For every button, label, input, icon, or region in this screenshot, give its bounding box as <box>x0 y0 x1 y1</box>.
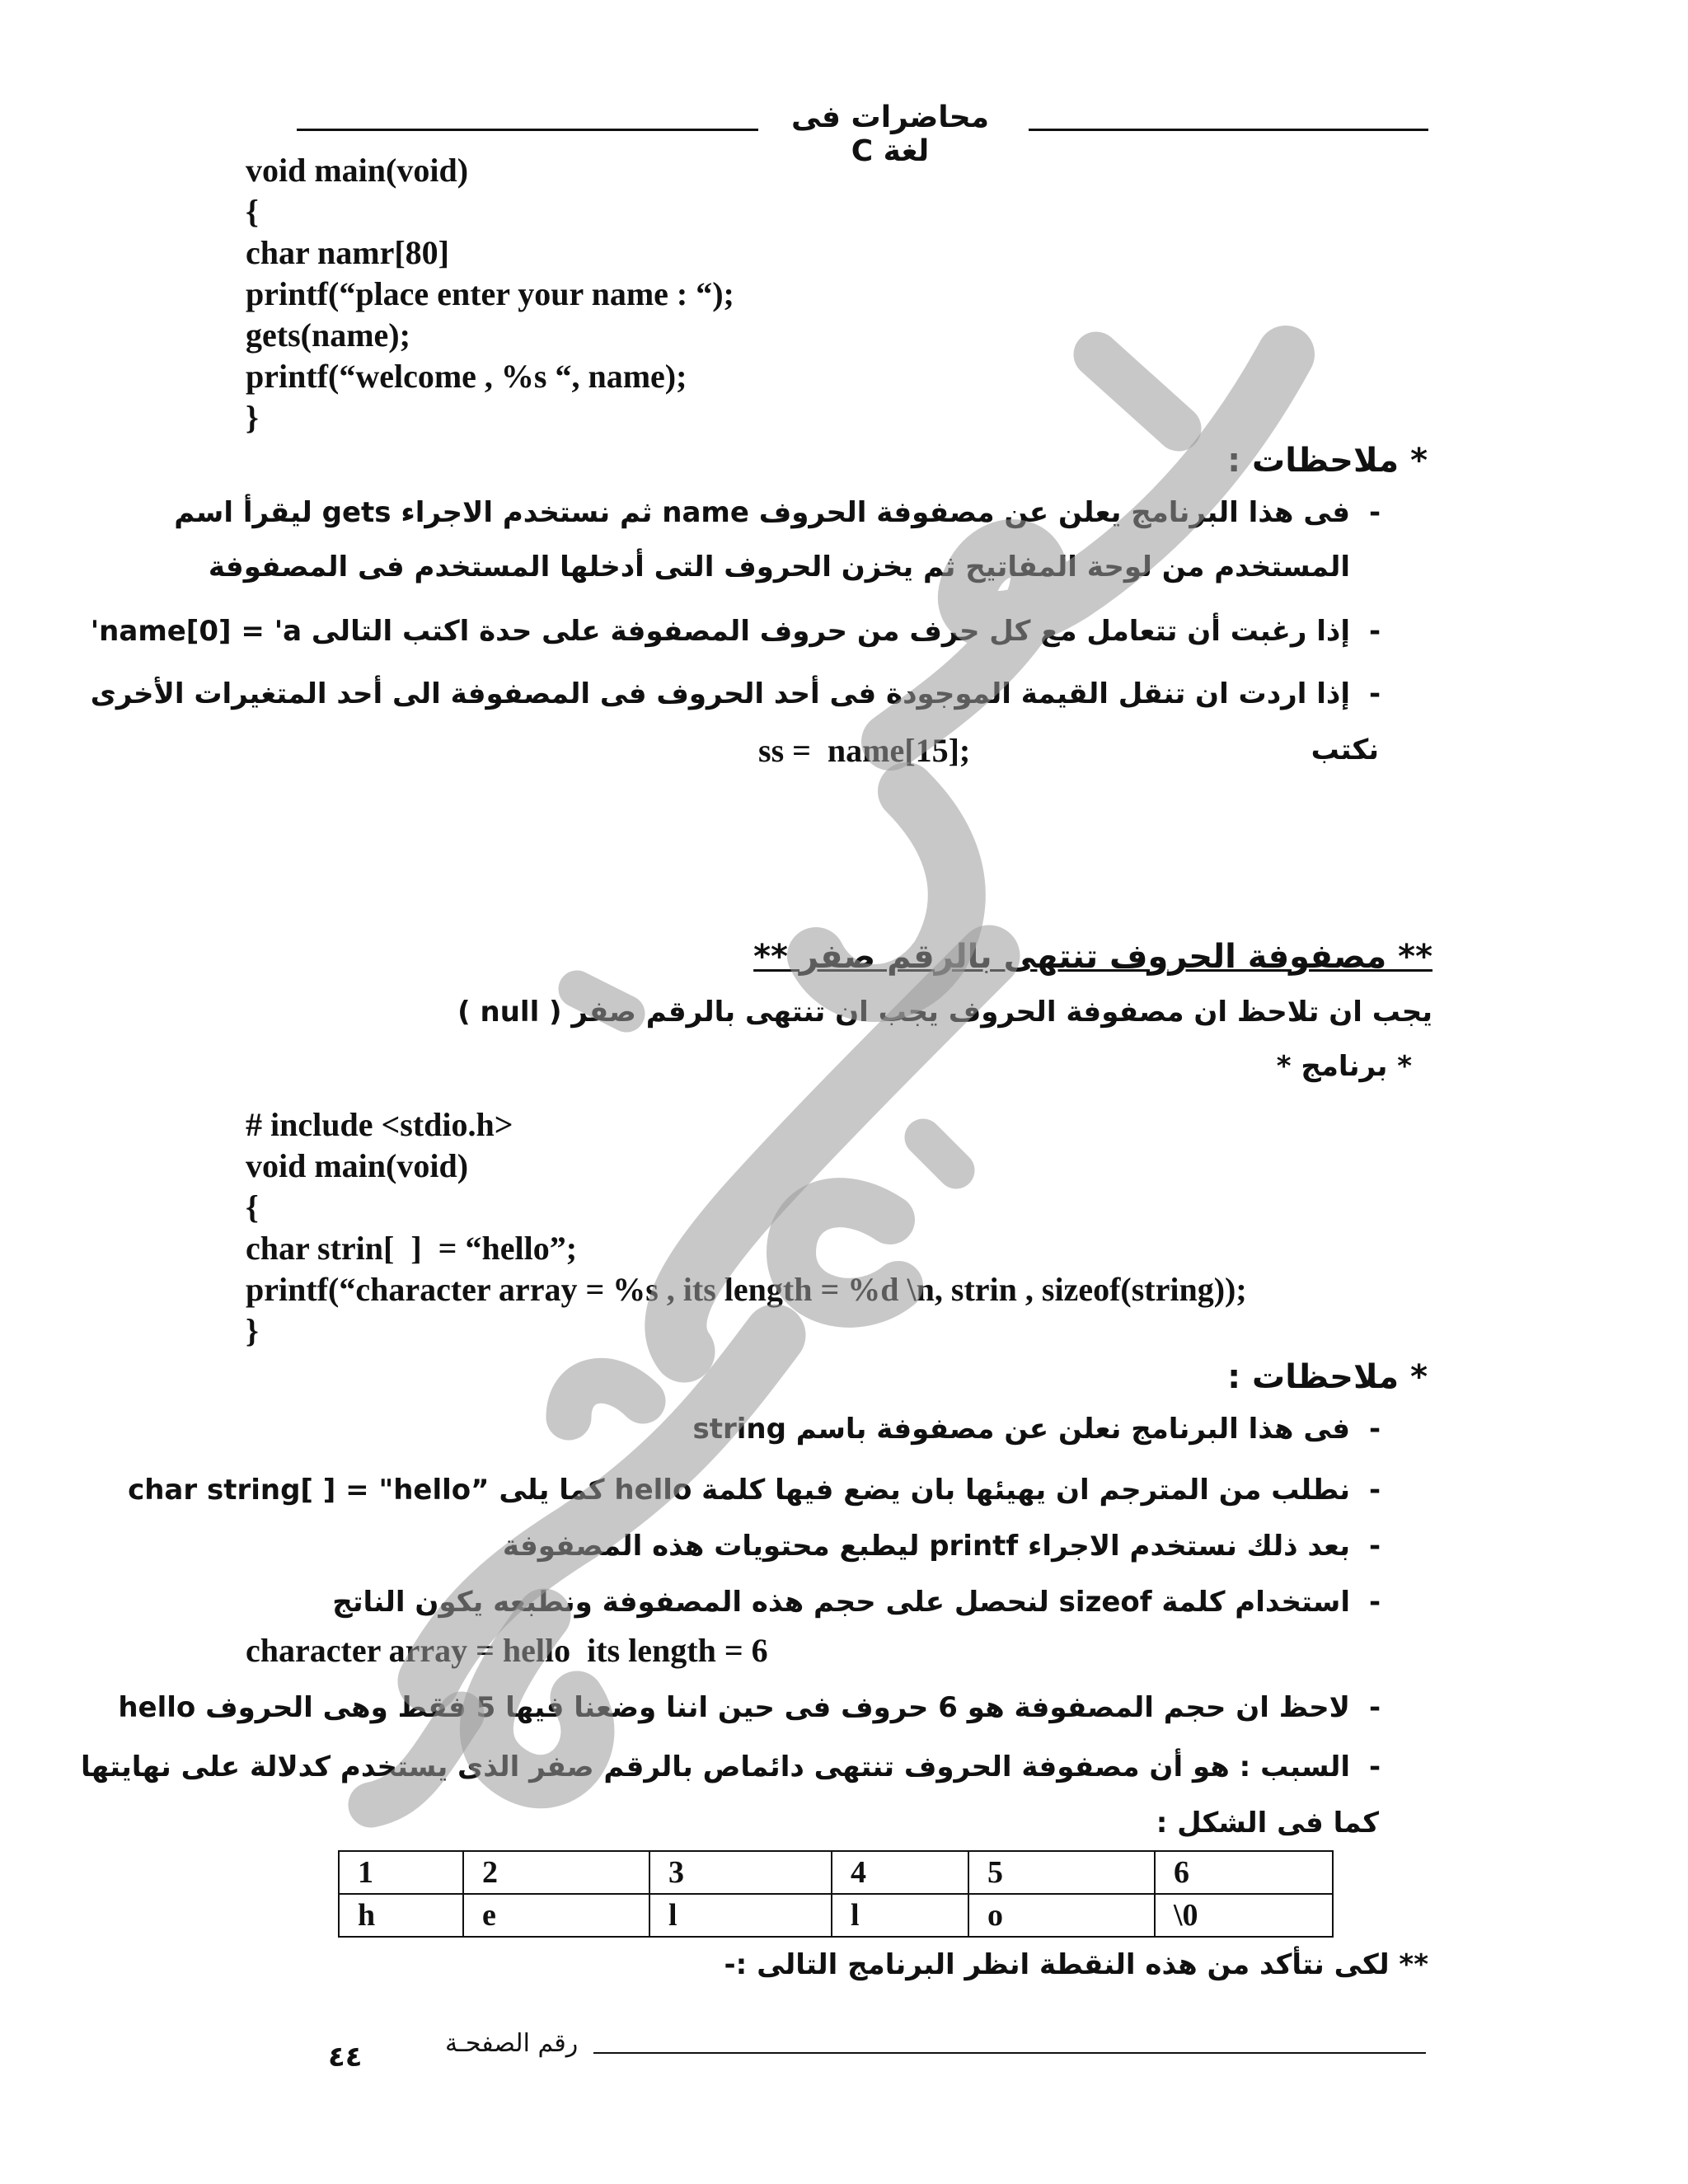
section-line: يجب ان تلاحظ ان مصفوفة الحروف يجب ان تنتهى بالرقم صفر ( null ) <box>457 996 1432 1029</box>
code-line: } <box>246 399 259 436</box>
footer-rule <box>593 2052 1426 2054</box>
table-cell: h <box>339 1894 463 1937</box>
table-cell: 4 <box>832 1851 968 1894</box>
bullet: - <box>1368 615 1381 648</box>
code-line: printf(“place enter your name : “); <box>246 275 734 312</box>
code-line: printf(“welcome , %s “, name); <box>246 358 687 395</box>
code-line: ss = name[15]; <box>758 732 971 769</box>
bullet: - <box>1368 1474 1381 1507</box>
bullet: - <box>1368 1691 1381 1724</box>
bullet: - <box>1368 677 1381 710</box>
table-cell: l <box>649 1894 832 1937</box>
bullet: - <box>1368 1413 1381 1446</box>
table-cell: 3 <box>649 1851 832 1894</box>
table-cell: e <box>463 1894 649 1937</box>
notes-heading: * ملاحظات : <box>1227 1358 1428 1396</box>
note-item: المستخدم من لوحة المفاتيح ثم يخزن الحروف التى أدخلها المستخدم فى المصفوفة <box>208 551 1350 583</box>
page-number: ٤٤ <box>328 2041 363 2074</box>
bullet: - <box>1368 1530 1381 1563</box>
page-label: رقم الصفحـة <box>445 2029 579 2058</box>
table-cell: l <box>832 1894 968 1937</box>
char-array-table <box>338 1850 1334 1938</box>
table-cell: 6 <box>1155 1851 1333 1894</box>
table-cell: 5 <box>968 1851 1155 1894</box>
code-line: gets(name); <box>246 316 410 354</box>
table-row <box>339 1851 1333 1894</box>
note-item: بعد ذلك نستخدم الاجراء printf ليطبع محتويات هذه المصفوفة <box>502 1530 1350 1563</box>
page-header-title: محاضرات فى لغة C <box>791 101 989 168</box>
code-line: char namr[80] <box>246 234 449 271</box>
code-line: { <box>246 1188 259 1226</box>
note-item: فى هذا البرنامج يعلن عن مصفوفة الحروف name ثم نستخدم الاجراء gets ليقرأ اسم <box>174 496 1350 529</box>
code-line: } <box>246 1312 259 1349</box>
table-cell: o <box>968 1894 1155 1937</box>
code-line: # include <stdio.h> <box>246 1106 513 1143</box>
bullet: - <box>1368 1750 1381 1783</box>
bullet: - <box>1368 1586 1381 1619</box>
code-line: void main(void) <box>246 152 469 189</box>
table-row <box>339 1894 1333 1937</box>
code-line: printf(“character array = %s , its length = %d \n, strin , sizeof(string)); <box>246 1271 1247 1308</box>
table-cell: 2 <box>463 1851 649 1894</box>
code-line: { <box>246 193 259 230</box>
header-rule-right <box>1029 129 1428 131</box>
header-rule-left <box>297 129 758 131</box>
table-cell: 1 <box>339 1851 463 1894</box>
note-item: السبب : هو أن مصفوفة الحروف تنتهى دائماص بالرقم صفر الذى يستخدم كدلالة على نهايتها <box>80 1750 1350 1783</box>
table-cell: \0 <box>1155 1894 1333 1937</box>
note-item: فى هذا البرنامج نعلن عن مصفوفة باسم string <box>692 1413 1350 1446</box>
program-label: * برنامج * <box>1276 1050 1412 1083</box>
note-item: لاحظ ان حجم المصفوفة هو 6 حروف فى حين اننا وضعنا فيها 5 فقط وهى الحروف hello <box>118 1691 1350 1724</box>
note-item: نطلب من المترجم ان يهيئها بان يضع فيها كلمة hello كما يلى ”char string[ ] = "hello <box>128 1474 1350 1507</box>
output-line: character array = hello its length = 6 <box>246 1632 768 1669</box>
code-line: char strin[ ] = “hello”; <box>246 1230 578 1267</box>
code-line: void main(void) <box>246 1147 469 1184</box>
note-item: إذا رغبت أن تتعامل مع كل حرف من حروف المصفوفة على حدة اكتب التالى name[0] = 'a' <box>90 615 1350 648</box>
bullet: - <box>1368 496 1381 529</box>
section-title: ** مصفوفة الحروف تنتهى بالرقم صفر ** <box>753 938 1432 976</box>
note-item: إذا اردت ان تنقل القيمة الموجودة فى أحد الحروف فى المصفوفة الى أحد المتغيرات الأخرى <box>90 677 1350 710</box>
note-item: استخدام كلمة sizeof لنحصل على حجم هذه المصفوفة ونطبعه يكون الناتج <box>332 1586 1350 1619</box>
note-item: نكتب <box>1311 733 1379 766</box>
footnote: ** لكى نتأكد من هذه النقطة انظر البرنامج التالى :- <box>724 1948 1428 1981</box>
note-item: كما فى الشكل : <box>1156 1807 1379 1840</box>
notes-heading: * ملاحظات : <box>1227 442 1428 480</box>
